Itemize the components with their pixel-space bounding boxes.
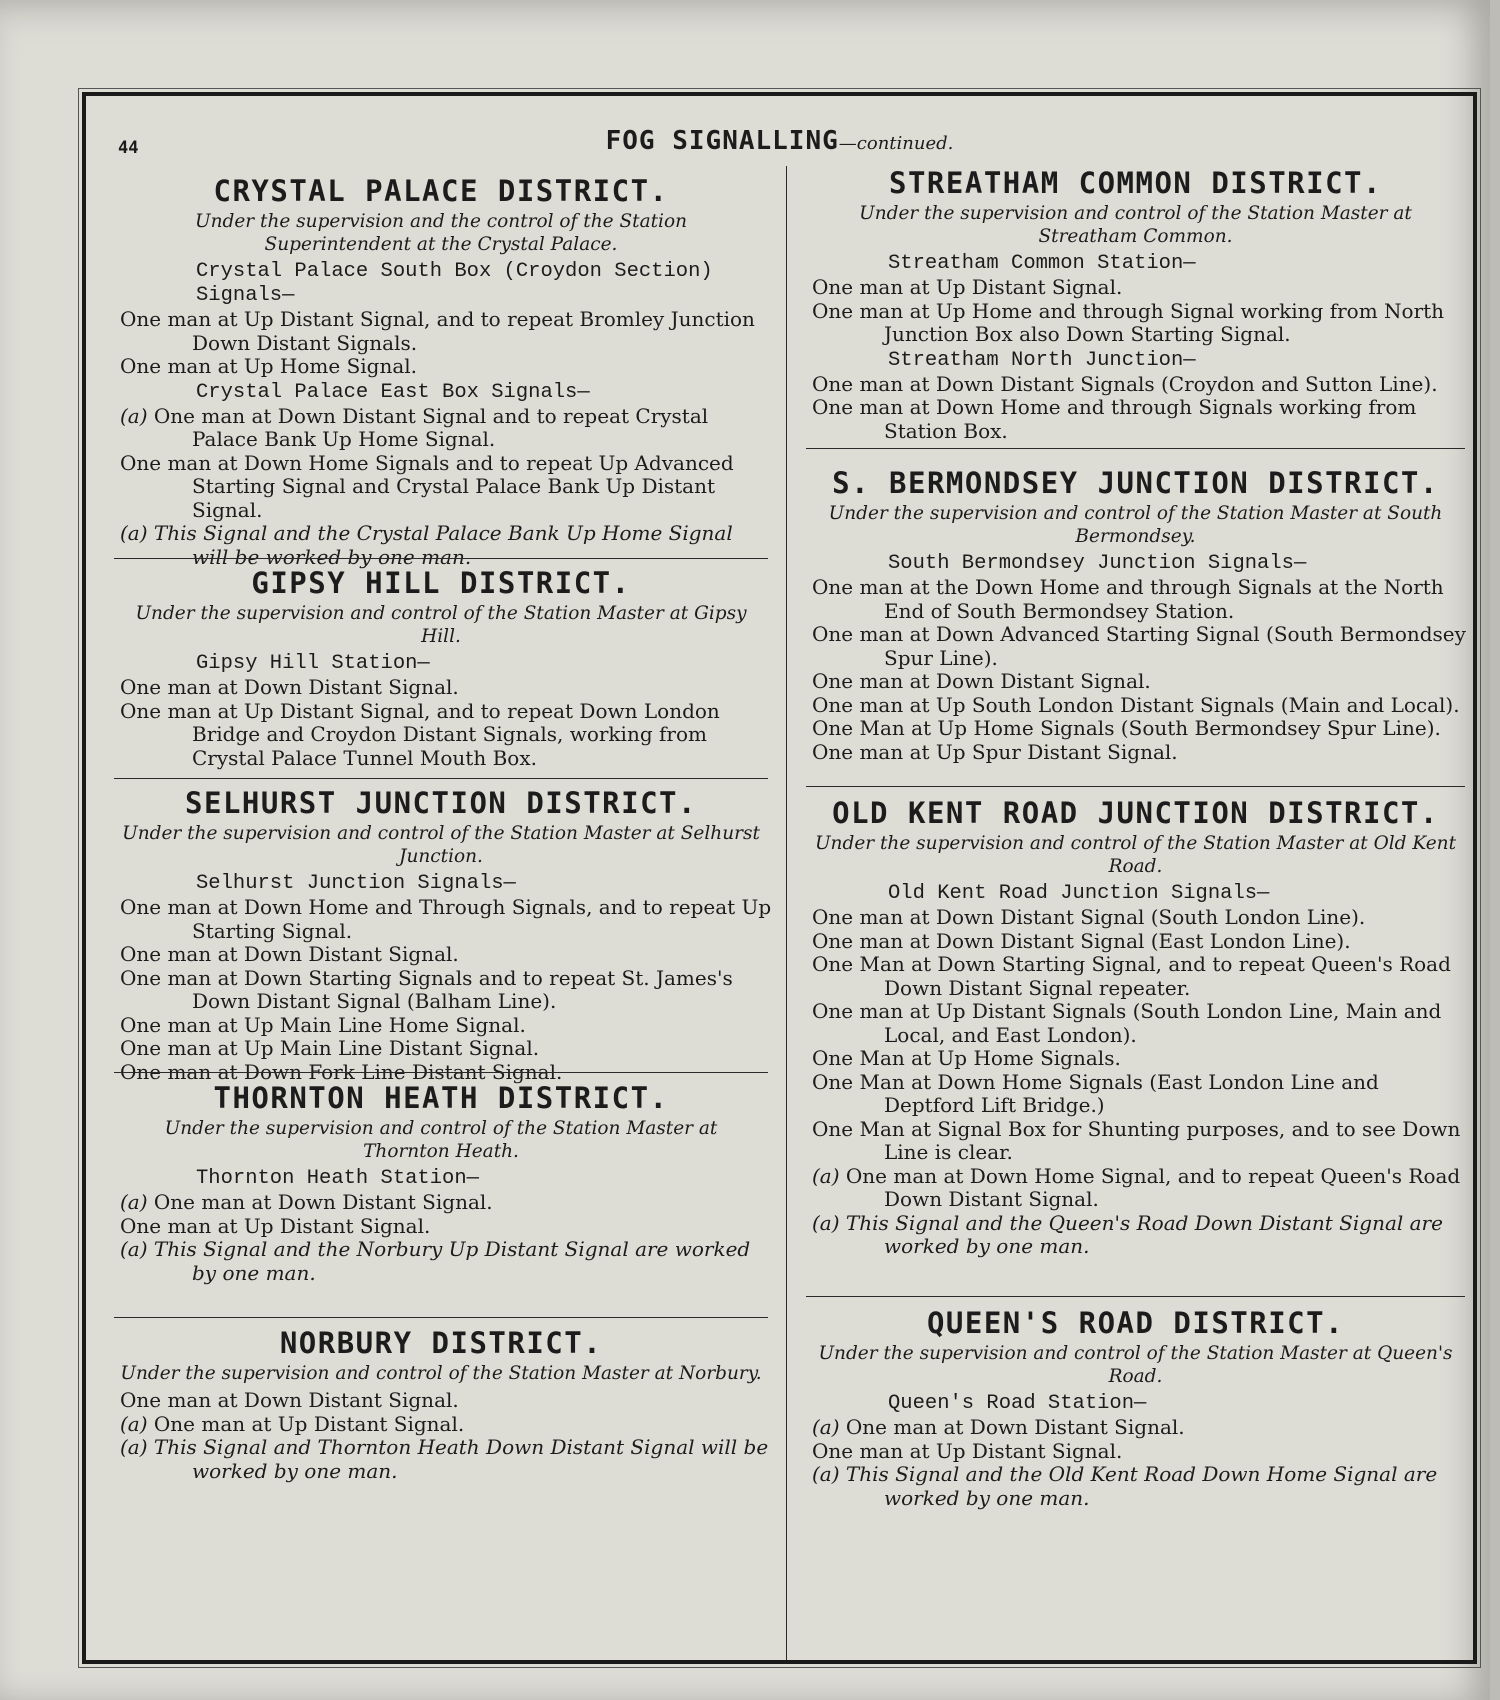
footnote-marker: (a) [812, 1462, 840, 1486]
instruction-line [802, 670, 1469, 694]
footnote-marker: (a) [120, 1190, 148, 1214]
district-separator [114, 778, 768, 779]
instruction-text: One man at Down Distant Signal. [812, 669, 1151, 693]
section-heading: South Bermondsey Junction Signals— [888, 552, 1307, 575]
instruction-text: One man at Down Starting Signals and to repeat St. James's Down Distant Signal (Balham Line). [120, 965, 733, 1013]
footnote-marker: (a) [120, 521, 148, 545]
running-heading [86, 126, 1473, 156]
district-title: THORNTON HEATH DISTRICT. [213, 1081, 669, 1115]
district-block [106, 1081, 776, 1285]
footnote-marker: (a) [120, 1411, 148, 1436]
instruction-line [802, 1416, 1469, 1440]
instruction-line [110, 452, 772, 523]
section-heading: Crystal Palace East Box Signals— [196, 380, 590, 404]
instruction-line [110, 1238, 772, 1285]
district-block [798, 166, 1473, 443]
instruction-line [110, 1191, 772, 1215]
instruction-line [802, 1071, 1469, 1118]
instruction-line [110, 700, 772, 771]
district-supervision: Under the supervision and control of the Station Master at Selhurst Junction. [122, 823, 760, 867]
instruction-text: One man at Down Distant Signal (East London Line). [812, 928, 1351, 953]
district-block [798, 796, 1473, 1259]
heading-title: FOG SIGNALLING [605, 126, 839, 156]
district-supervision: Under the supervision and control of the Station Master at Old Kent Road. [814, 833, 1457, 877]
instruction-text: One man at Down Home and through Signals working from Station Box. [812, 395, 1417, 443]
instruction-text: This Signal and Thornton Heath Down Distant Signal will be worked by one man. [153, 1435, 769, 1483]
district-supervision: Under the supervision and control of the Station Master at Norbury. [120, 1363, 762, 1384]
instruction-text: One man at Down Home and Through Signals, and to repeat Up Starting Signal. [120, 895, 772, 943]
district-block [106, 566, 776, 770]
instruction-text: One man at Up Home Signal. [120, 354, 418, 378]
instruction-line [802, 1000, 1469, 1047]
instruction-line [802, 930, 1469, 954]
footnote-marker: (a) [120, 1237, 148, 1261]
instruction-text: This Signal and the Norbury Up Distant Signal are worked by one man. [153, 1237, 751, 1285]
district-block [798, 1306, 1473, 1510]
instruction-text: One man at Up Distant Signal. [812, 275, 1123, 299]
district-supervision: Under the supervision and control of the Station Master at Queen's Road. [818, 1343, 1453, 1387]
instruction-line [802, 1440, 1469, 1464]
instruction-text: One man at the Down Home and through Signals at the North End of South Bermondsey Station. [812, 575, 1444, 623]
instruction-text: One man at Down Distant Signals (Croydon and Sutton Line). [812, 371, 1438, 396]
instruction-line [802, 694, 1469, 718]
section-heading: Streatham North Junction— [888, 348, 1196, 372]
column-divider [786, 166, 787, 1660]
instruction-text: One man at Up Spur Distant Signal. [812, 739, 1178, 764]
instruction-line [110, 967, 772, 1014]
district-supervision: Under the supervision and the control of the Station Superintendent at the Crystal Palace. [194, 211, 687, 255]
instruction-line [802, 717, 1469, 741]
instruction-line [110, 1215, 772, 1239]
instruction-text: One man at Down Distant Signal. [120, 1388, 459, 1412]
instruction-text: One man at Down Distant Signal. [120, 675, 459, 699]
district-title: QUEEN'S ROAD DISTRICT. [926, 1306, 1345, 1340]
instruction-line [802, 741, 1469, 765]
instruction-line [110, 896, 772, 943]
instruction-text: One man at Down Distant Signal and to repeat Crystal Palace Bank Up Home Signal. [153, 403, 709, 451]
instruction-line [802, 276, 1469, 300]
instruction-text: One man at Up Main Line Home Signal. [120, 1012, 526, 1037]
instruction-text: This Signal and the Old Kent Road Down Home Signal are worked by one man. [845, 1462, 1438, 1510]
instruction-line [110, 943, 772, 967]
district-separator [114, 1072, 768, 1073]
heading-continued: —continued. [838, 133, 954, 154]
instruction-line [110, 405, 772, 452]
instruction-line [110, 1413, 772, 1437]
instruction-text: One man at Down Distant Signal. [845, 1415, 1185, 1439]
instruction-text: One Man at Up Home Signals (South Bermondsey Spur Line). [812, 716, 1441, 740]
district-separator [114, 1317, 768, 1318]
instruction-line [802, 373, 1469, 397]
district-separator [806, 1296, 1465, 1297]
district-title: GIPSY HILL DISTRICT. [251, 566, 631, 600]
instruction-line [110, 355, 772, 379]
section-heading: Crystal Palace South Box (Croydon Section) Signals— [196, 260, 713, 307]
instruction-line [802, 1118, 1469, 1165]
instruction-line [110, 308, 772, 355]
instruction-text: One man at Up Distant Signal, and to repeat Down London Bridge and Croydon Distant Signals, working from Crystal Palace Tunnel Mouth Box. [120, 698, 720, 770]
instruction-text: One man at Up Home and through Signal working from North Junction Box also Down Starting Signal. [812, 298, 1445, 346]
instruction-line [110, 1037, 772, 1061]
instruction-text: One man at Down Distant Signal. [120, 942, 459, 966]
district-block [798, 466, 1473, 764]
instruction-text: One man at Down Fork Line Distant Signal. [120, 1059, 563, 1084]
instruction-line [802, 1463, 1469, 1510]
footnote-marker: (a) [812, 1163, 840, 1188]
section-heading: Streatham Common Station— [888, 252, 1196, 275]
district-block [106, 786, 776, 1084]
instruction-line [110, 1436, 772, 1483]
footnote-marker: (a) [120, 1435, 148, 1459]
instruction-line [802, 906, 1469, 930]
instruction-line [802, 1047, 1469, 1071]
section-heading: Queen's Road Station— [888, 1392, 1147, 1415]
footnote-marker: (a) [812, 1210, 840, 1235]
instruction-text: One man at Up South London Distant Signals (Main and Local). [812, 692, 1460, 717]
footnote-marker: (a) [120, 403, 148, 428]
instruction-line [802, 1212, 1469, 1259]
instruction-text: One Man at Signal Box for Shunting purposes, and to see Down Line is clear. [812, 1116, 1461, 1164]
instruction-line [110, 1389, 772, 1413]
instruction-line [802, 300, 1469, 347]
instruction-text: One Man at Up Home Signals. [812, 1046, 1121, 1070]
instruction-text: One man at Down Advanced Starting Signal (South Bermondsey Spur Line). [812, 622, 1466, 670]
district-block [106, 1326, 776, 1483]
district-separator [806, 448, 1465, 449]
instruction-text: One Man at Down Home Signals (East London Line and Deptford Lift Bridge.) [812, 1069, 1379, 1117]
district-title: SELHURST JUNCTION DISTRICT. [185, 786, 697, 820]
instruction-line [110, 676, 772, 700]
district-title: STREATHAM COMMON DISTRICT. [889, 166, 1382, 200]
instruction-text: One man at Down Distant Signal (South London Line). [812, 905, 1366, 929]
instruction-line [802, 576, 1469, 623]
instruction-text: This Signal and the Queen's Road Down Distant Signal are worked by one man. [845, 1210, 1443, 1258]
district-supervision: Under the supervision and control of the Station Master at Streatham Common. [859, 203, 1412, 247]
district-supervision: Under the supervision and control of the Station Master at Gipsy Hill. [135, 603, 747, 647]
district-supervision: Under the supervision and control of the Station Master at South Bermondsey. [828, 503, 1443, 547]
section-heading: Gipsy Hill Station— [196, 652, 430, 675]
district-title: OLD KENT ROAD JUNCTION DISTRICT. [832, 796, 1439, 830]
instruction-text: This Signal and the Crystal Palace Bank Up Home Signal will be worked by one man. [153, 521, 733, 569]
instruction-text: One man at Down Home Signal, and to repeat Queen's Road Down Distant Signal. [845, 1163, 1461, 1211]
instruction-text: One man at Up Distant Signal. [120, 1213, 431, 1238]
district-title: NORBURY DISTRICT. [279, 1326, 603, 1360]
instruction-line [802, 623, 1469, 670]
district-supervision: Under the supervision and control of the Station Master at Thornton Heath. [164, 1118, 718, 1162]
instruction-text: One Man at Down Starting Signal, and to repeat Queen's Road Down Distant Signal repeater. [812, 952, 1451, 1000]
instruction-line [110, 1014, 772, 1038]
instruction-text: One man at Up Distant Signals (South London Line, Main and Local, and East London). [812, 999, 1442, 1047]
district-separator [806, 786, 1465, 787]
instruction-line [802, 1165, 1469, 1212]
instruction-line [802, 953, 1469, 1000]
district-block [106, 174, 776, 569]
instruction-text: One man at Down Home Signals and to repeat Up Advanced Starting Signal and Crystal Palace Bank Up Distant Signal. [120, 450, 734, 522]
instruction-text: One man at Up Distant Signal, and to repeat Bromley Junction Down Distant Signals. [120, 307, 755, 355]
page-frame [82, 92, 1477, 1664]
instruction-line [110, 522, 772, 569]
instruction-text: One man at Up Distant Signal. [812, 1438, 1123, 1463]
district-title: CRYSTAL PALACE DISTRICT. [213, 174, 669, 208]
instruction-text: One man at Up Distant Signal. [153, 1411, 465, 1436]
district-separator [114, 558, 768, 559]
section-heading: Thornton Heath Station— [196, 1167, 479, 1190]
instruction-text: One man at Up Main Line Distant Signal. [120, 1036, 540, 1060]
district-title: S. BERMONDSEY JUNCTION DISTRICT. [832, 466, 1439, 500]
footnote-marker: (a) [812, 1415, 840, 1439]
page-number: 44 [118, 138, 139, 158]
section-heading: Selhurst Junction Signals— [196, 872, 516, 895]
instruction-line [802, 396, 1469, 443]
instruction-text: One man at Down Distant Signal. [153, 1190, 493, 1214]
section-heading: Old Kent Road Junction Signals— [888, 882, 1270, 905]
